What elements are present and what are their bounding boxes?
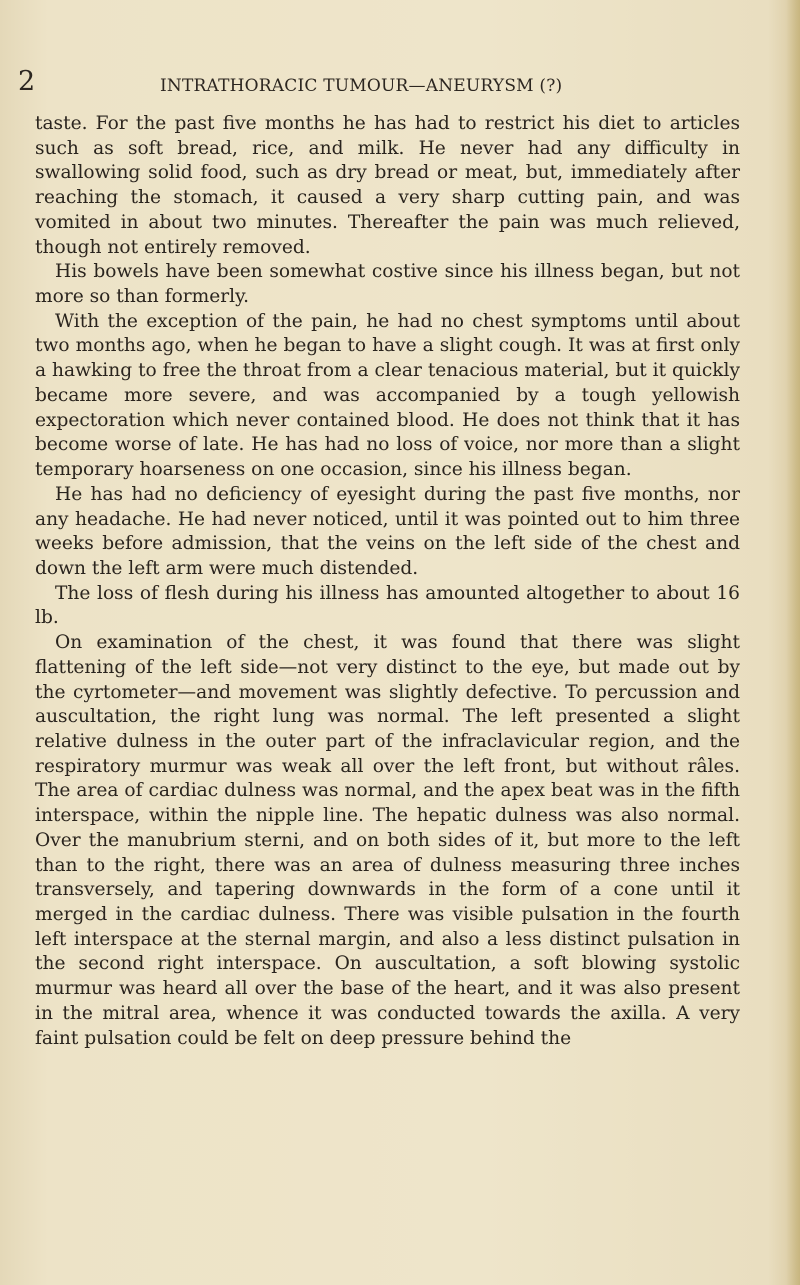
- running-title: INTRATHORACIC TUMOUR—ANEURYSM (?): [160, 76, 563, 96]
- body-text: [35, 112, 740, 1051]
- paragraph: taste. For the past five months he has had to restrict his diet to articles such as soft bread, rice, and milk. He never had any difficulty in swallowing solid food, such as dry bread or meat, but, immediately after reaching the stomach, it caused a very sharp cutting pain, and was vomited in about two minutes. Thereafter the pain was much relieved, though not entirely removed.: [35, 113, 740, 258]
- paragraph: He has had no deficiency of eyesight during the past five months, nor any headache. He had never noticed, until it was pointed out to him three weeks before admission, that the veins on the left side of the chest and down the left arm were much distended.: [35, 483, 740, 579]
- paragraph: His bowels have been somewhat costive since his illness began, but not more so than formerly.: [35, 261, 740, 308]
- page-edge-shadow: [786, 0, 800, 1285]
- paragraph: On examination of the chest, it was found that there was slight flattening of the left side—not very distinct to the eye, but made out by the cyrtometer—and movement was slightly defective. To percussion and auscultation, the right lung was normal. The left presented a slight relative dulness in the outer part of the infraclavicular region, and the respiratory murmur was weak all over the left front, but without râles. The area of cardiac dulness was normal, and the apex beat was in the fifth interspace, within the nipple line. The hepatic dulness was also normal. Over the manubrium sterni, and on both sides of it, but more to the left than to the right, there was an area of dulness measuring three inches transversely, and tapering downwards in the form of a cone until it merged in the cardiac dulness. There was visible pulsation in the fourth left interspace at the sternal margin, and also a less distinct pulsation in the second right interspace. On auscultation, a soft blowing systolic murmur was heard all over the base of the heart, and it was also present in the mitral area, whence it was conducted towards the axilla. A very faint pulsation could be felt on deep pressure behind the: [35, 632, 740, 1049]
- paragraph: With the exception of the pain, he had no chest symptoms until about two months ago, when he began to have a slight cough. It was at first only a hawking to free the throat from a clear tenacious material, but it quickly became more severe, and was accompanied by a tough yellowish expectoration which never contained blood. He does not think that it has become worse of late. He has had no loss of voice, nor more than a slight temporary hoarseness on one occasion, since his illness began.: [35, 310, 740, 481]
- page-number: 2: [18, 66, 36, 97]
- paragraph: The loss of flesh during his illness has amounted altogether to about 16 lb.: [35, 582, 740, 629]
